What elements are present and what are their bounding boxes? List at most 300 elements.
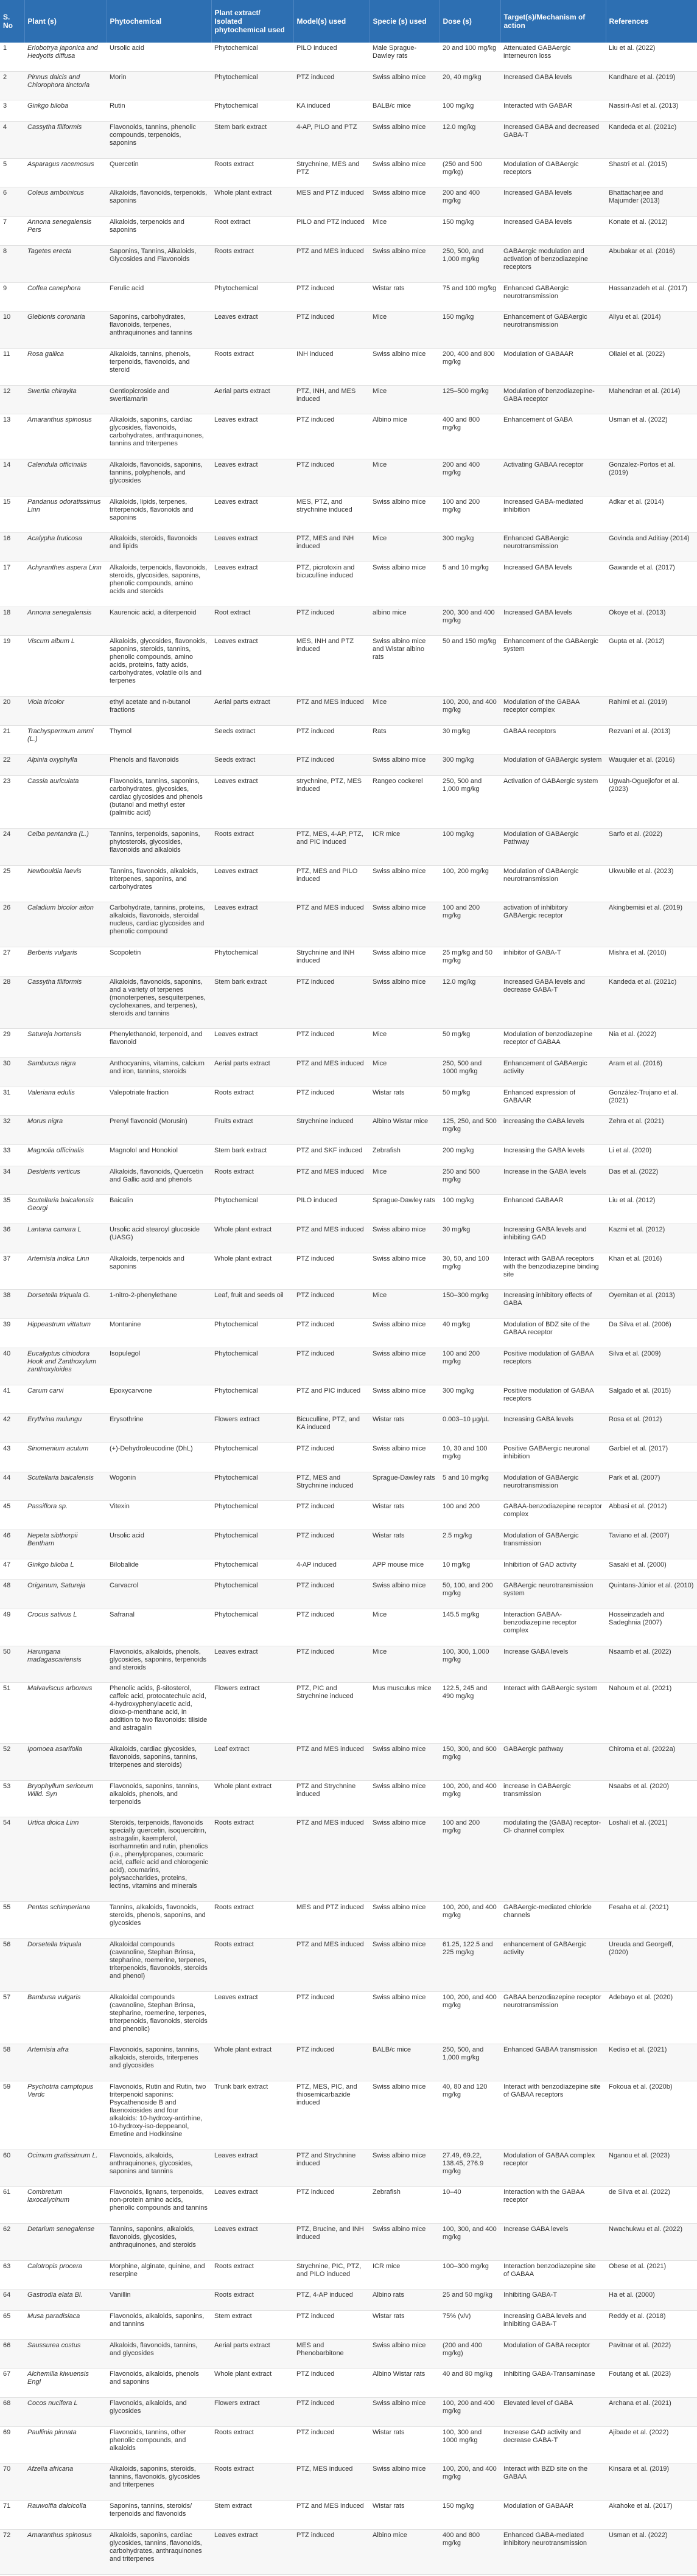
table-cell: Vanillin [107, 2289, 211, 2311]
table-cell: Saponins, carbohydrates, flavonoids, terpenes, anthraquinones and tannins [107, 312, 211, 349]
table-cell: 50 mg/kg [440, 1029, 500, 1058]
table-cell: Ursolic acid [107, 43, 211, 71]
table-cell: 125–500 mg/kg [440, 385, 500, 414]
table-cell: 122.5, 245 and 490 mg/kg [440, 1683, 500, 1744]
table-cell: Leaves extract [211, 1646, 293, 1683]
table-cell: Stem bark extract [211, 1145, 293, 1166]
table-cell: Interact with benzodiazepine site of GABAA receptors [500, 2081, 606, 2150]
table-cell: PTZ induced [293, 976, 370, 1029]
table-cell: Positive modulation of GABAA receptors [500, 1348, 606, 1385]
table-cell: PTZ induced [293, 1087, 370, 1116]
table-cell: Mice [370, 533, 440, 562]
table-cell: Baicalin [107, 1195, 211, 1224]
table-cell: PTZ and MES induced [293, 1166, 370, 1195]
table-cell: Artemisia indica Linn [24, 1253, 107, 1290]
table-cell: 64 [0, 2289, 24, 2311]
table-cell: activation of inhibitory GABAergic receptor [500, 902, 606, 947]
table-cell: Silva et al. (2009) [606, 1348, 697, 1385]
table-cell: Fesaha et al. (2021) [606, 1902, 697, 1939]
column-header: Dose (s) [440, 0, 500, 43]
table-cell: Ipomoea asarifolia [24, 1744, 107, 1781]
table-cell: PTZ induced [293, 1348, 370, 1385]
table-cell: PTZ induced [293, 607, 370, 636]
table-cell: PTZ induced [293, 2187, 370, 2224]
table-cell: 30, 50, and 100 mg/kg [440, 1253, 500, 1290]
table-cell: 2.5 mg/kg [440, 1530, 500, 1559]
table-cell: Whole plant extract [211, 1253, 293, 1290]
table-cell: Leaves extract [211, 459, 293, 496]
table-cell: Trachyspermum ammi (L.) [24, 725, 107, 754]
table-row [0, 2150, 697, 2187]
table-cell: Valeriana edulis [24, 1087, 107, 1116]
table-cell: Scopoletin [107, 947, 211, 976]
table-cell: Swiss albino mice [370, 947, 440, 976]
table-cell: 65 [0, 2311, 24, 2340]
table-cell: Swiss albino mice [370, 496, 440, 533]
table-cell: Calendula officinalis [24, 459, 107, 496]
table-row [0, 1319, 697, 1348]
table-cell: Dorsetella triquala [24, 1938, 107, 1991]
table-cell: Swiss albino mice [370, 2339, 440, 2369]
table-cell: 22 [0, 754, 24, 776]
table-cell: 56 [0, 1938, 24, 1991]
table-cell: 57 [0, 1991, 24, 2044]
table-cell: PTZ and MES induced [293, 1224, 370, 1253]
table-cell: PTZ, MES, 4-AP, PTZ, and PIC induced [293, 828, 370, 865]
table-cell: Flavonoids, alkaloids, phenols and saponins [107, 2369, 211, 2398]
table-cell: Phytochemical [211, 1609, 293, 1646]
table-cell: Annona senegalensis [24, 607, 107, 636]
table-cell: Swiss albino mice [370, 71, 440, 100]
table-cell: Cassytha filiformis [24, 122, 107, 159]
table-cell: Whole plant extract [211, 1780, 293, 1817]
table-cell: Enhanced GABAergic neurotransmission [500, 282, 606, 312]
table-row [0, 725, 697, 754]
table-cell: Okoye et al. (2013) [606, 607, 697, 636]
table-cell: 39 [0, 1319, 24, 1348]
table-cell: 250, 500 and 1000 mg/kg [440, 1057, 500, 1087]
table-cell: Alkaloids, glycosides, flavonoids, saponins, steroids, tannins, phenolic compounds, amino acids, proteins, fatty acids, carbohydrates, volatile oils and terpenes [107, 636, 211, 697]
table-cell: Activating GABAA receptor [500, 459, 606, 496]
table-row [0, 1780, 697, 1817]
table-cell: Modulation of GABAA complex receptor [500, 2150, 606, 2187]
column-header: References [606, 0, 697, 43]
table-cell: (200 and 400 mg/kg) [440, 2339, 500, 2369]
table-cell: Li et al. (2020) [606, 1145, 697, 1166]
table-cell: Enhancement of GABAergic neurotransmission [500, 312, 606, 349]
table-cell: Kaurenoic acid, a diterpenoid [107, 607, 211, 636]
table-cell: Leaves extract [211, 414, 293, 459]
table-cell: Enhancement of the GABAergic system [500, 636, 606, 697]
table-cell: Eriobotrya japonica and Hedyotis diffusa [24, 43, 107, 71]
table-cell: 300 mg/kg [440, 533, 500, 562]
table-row [0, 1385, 697, 1414]
table-cell: Alkaloids, flavonoids, Quercetin and Gallic acid and phenols [107, 1166, 211, 1195]
table-cell: Viola tricolor [24, 697, 107, 726]
table-cell: Alkaloids, steroids, flavonoids and lipids [107, 533, 211, 562]
table-cell: Male Sprague-Dawley rats [370, 43, 440, 71]
table-cell: PTZ, Brucine, and INH induced [293, 2223, 370, 2260]
table-cell: Ukwubile et al. (2023) [606, 865, 697, 902]
table-cell: 300 mg/kg [440, 754, 500, 776]
table-cell: Prenyl flavonoid (Morusin) [107, 1116, 211, 1145]
table-cell: Swiss albino mice [370, 348, 440, 385]
table-cell: de Silva et al. (2022) [606, 2187, 697, 2224]
table-cell: 32 [0, 1116, 24, 1145]
table-cell: 54 [0, 1817, 24, 1902]
table-row [0, 2311, 697, 2340]
table-cell: Leaves extract [211, 2187, 293, 2224]
table-cell: Zehra et al. (2021) [606, 1116, 697, 1145]
table-cell: Ajibade et al. (2022) [606, 2426, 697, 2463]
table-cell: Fruits extract [211, 1116, 293, 1145]
table-cell: Sasaki et al. (2000) [606, 1559, 697, 1580]
table-cell: Coffea canephora [24, 282, 107, 312]
table-cell: 10–40 [440, 2187, 500, 2224]
table-cell: Stem extract [211, 2311, 293, 2340]
table-cell: 5 [0, 158, 24, 187]
table-row [0, 865, 697, 902]
table-cell: Alkaloids, flavonoids, terpenoids, saponins [107, 187, 211, 217]
table-cell: 400 and 800 mg/kg [440, 414, 500, 459]
table-cell: Amaranthus spinosus [24, 2529, 107, 2574]
table-cell: Alkaloids, saponins, cardiac glycosides, tannins, flavonoids, carbohydrates, anthraquinones and triterpenes [107, 2529, 211, 2574]
table-cell: Pinnus dalcis and Chlorophora tinctoria [24, 71, 107, 100]
table-cell: PTZ and MES induced [293, 697, 370, 726]
table-cell: Leaves extract [211, 312, 293, 349]
table-cell: Swiss albino mice [370, 976, 440, 1029]
table-cell: 100 mg/kg [440, 828, 500, 865]
table-cell: MES, INH and PTZ induced [293, 636, 370, 697]
table-cell: Alkaloids, terpenoids, flavonoids, steroids, glycosides, saponins, phenolic compounds, amino acids and steroids [107, 562, 211, 607]
table-cell: 63 [0, 2260, 24, 2289]
table-cell: enhancement of GABAergic activity [500, 1938, 606, 1991]
table-cell: Swiss albino mice [370, 158, 440, 187]
table-cell: Roots extract [211, 1087, 293, 1116]
table-cell: modulating the (GABA) receptor-Cl- channel complex [500, 1817, 606, 1902]
table-cell: Positive modulation of GABAA receptors [500, 1385, 606, 1414]
table-cell: PTZ, 4-AP induced [293, 2289, 370, 2311]
table-cell: Gawande et al. (2017) [606, 562, 697, 607]
table-cell: Roots extract [211, 348, 293, 385]
table-cell: 125, 250, and 500 mg/kg [440, 1116, 500, 1145]
table-cell: Mus musculus mice [370, 1683, 440, 1744]
table-cell: Carbohydrate, tannins, proteins, alkaloids, flavonoids, steroidal nucleus, cardiac glycosides and phenolic compound [107, 902, 211, 947]
table-cell: Oyemitan et al. (2013) [606, 1290, 697, 1319]
table-cell: Montanine [107, 1319, 211, 1348]
table-cell: 20 and 100 mg/kg [440, 43, 500, 71]
table-cell: 25 and 50 mg/kg [440, 2289, 500, 2311]
table-cell: Modulation of GABAAR [500, 2501, 606, 2530]
table-cell: ICR mice [370, 2260, 440, 2289]
table-cell: 46 [0, 1530, 24, 1559]
table-row [0, 217, 697, 246]
table-cell: 150 mg/kg [440, 312, 500, 349]
table-cell: Swiss albino mice [370, 122, 440, 159]
table-cell: Increase GAD activity and decrease GABA-T [500, 2426, 606, 2463]
table-cell: 40 [0, 1348, 24, 1385]
table-row [0, 1057, 697, 1087]
table-cell: Roots extract [211, 245, 293, 282]
table-row [0, 1029, 697, 1058]
table-cell: strychnine, PTZ, MES induced [293, 776, 370, 829]
table-cell: 31 [0, 1087, 24, 1116]
table-cell: APP mouse mice [370, 1559, 440, 1580]
table-cell: 60 [0, 2150, 24, 2187]
table-cell: GABAA benzodiazepine receptor neurotransmission [500, 1991, 606, 2044]
table-cell: 19 [0, 636, 24, 697]
table-cell: 34 [0, 1166, 24, 1195]
table-cell: 25 [0, 865, 24, 902]
table-cell: Mice [370, 1057, 440, 1087]
table-cell: Tannins, alkaloids, flavonoids, steroids, phenols, saponins, and glycosides [107, 1902, 211, 1939]
table-cell: Leaf extract [211, 1744, 293, 1781]
table-cell: PTZ induced [293, 2529, 370, 2574]
table-cell: PTZ and Strychnine induced [293, 2150, 370, 2187]
table-cell: Detarium senegalense [24, 2223, 107, 2260]
table-cell: albino mice [370, 607, 440, 636]
table-cell: Cocos nucifera L [24, 2398, 107, 2427]
table-cell: Whole plant extract [211, 2044, 293, 2081]
table-cell: 30 mg/kg [440, 725, 500, 754]
table-cell: MES and Phenobarbitone [293, 2339, 370, 2369]
table-cell: Whole plant extract [211, 187, 293, 217]
table-cell: 15 [0, 496, 24, 533]
table-cell: Nganou et al. (2023) [606, 2150, 697, 2187]
table-cell: Psychotria camptopus Verdc [24, 2081, 107, 2150]
table-cell: Akingbemisi et al. (2019) [606, 902, 697, 947]
table-cell: (+)-Dehydroleucodine (DhL) [107, 1443, 211, 1472]
table-cell: Rezvani et al. (2013) [606, 725, 697, 754]
table-cell: 150 mg/kg [440, 217, 500, 246]
table-row [0, 2369, 697, 2398]
table-cell: 20 [0, 697, 24, 726]
table-cell: Caladium bicolor aiton [24, 902, 107, 947]
table-cell: Albino rats [370, 2289, 440, 2311]
table-cell: Stem extract [211, 2501, 293, 2530]
table-cell: Liu et al. (2022) [606, 43, 697, 71]
table-cell: GABAA-benzodiazepine receptor complex [500, 1501, 606, 1530]
table-cell: Interacted with GABAR [500, 100, 606, 122]
table-cell: PTZ and MES induced [293, 245, 370, 282]
table-row [0, 122, 697, 159]
table-cell: Origanum, Satureja [24, 1580, 107, 1609]
table-cell: Increased GABA and decreased GABA-T [500, 122, 606, 159]
table-cell: 145.5 mg/kg [440, 1609, 500, 1646]
table-cell: Coleus amboinicus [24, 187, 107, 217]
table-cell: Stem bark extract [211, 976, 293, 1029]
table-cell: Hassanzadeh et al. (2017) [606, 282, 697, 312]
table-cell: Modulation of GABAAR [500, 348, 606, 385]
table-cell: Adkar et al. (2014) [606, 496, 697, 533]
table-cell: Strychnine induced [293, 1116, 370, 1145]
table-cell: PTZ induced [293, 414, 370, 459]
table-cell: Increasing GABA levels and inhibiting GAD [500, 1224, 606, 1253]
table-row [0, 2398, 697, 2427]
table-cell: Increased GABA levels [500, 607, 606, 636]
table-cell: 48 [0, 1580, 24, 1609]
table-cell: PTZ induced [293, 1029, 370, 1058]
table-row [0, 1414, 697, 1443]
table-cell: 49 [0, 1609, 24, 1646]
table-cell: 12 [0, 385, 24, 414]
table-cell: Foutang et al. (2023) [606, 2369, 697, 2398]
table-cell: Roots extract [211, 1166, 293, 1195]
table-cell: 1 [0, 43, 24, 71]
column-header: Plant extract/ Isolated phytochemical used [211, 0, 293, 43]
table-cell: Enhancement of GABA [500, 414, 606, 459]
table-row [0, 2426, 697, 2463]
table-cell: Steroids, terpenoids, flavonoids specially quercetin, isoquercitrin, astragalin, kaempferol, isorhamnetin and rutin, phenolics (i.e., phenylpropanes, coumaric acid, caffeic acid and chlorogenic acid), coumarins, polysaccharides, proteins, lectins, vitamins and minerals [107, 1817, 211, 1902]
table-cell: Aerial parts extract [211, 2339, 293, 2369]
table-cell: Fokoua et al. (2020b) [606, 2081, 697, 2150]
table-row [0, 776, 697, 829]
table-cell: Swiss albino mice [370, 2223, 440, 2260]
table-cell: Konate et al. (2012) [606, 217, 697, 246]
table-cell: Swertia chirayita [24, 385, 107, 414]
table-row [0, 385, 697, 414]
table-cell: Swiss albino mice [370, 902, 440, 947]
table-row [0, 2529, 697, 2574]
table-row [0, 282, 697, 312]
table-cell: Root extract [211, 217, 293, 246]
table-cell: Swiss albino mice [370, 1253, 440, 1290]
table-cell: 200, 400 and 800 mg/kg [440, 348, 500, 385]
column-header: Model(s) used [293, 0, 370, 43]
table-cell: Enhanced GABAAR [500, 1195, 606, 1224]
table-cell: 100 mg/kg [440, 1195, 500, 1224]
table-cell: Alkaloids, saponins, cardiac glycosides, flavonoids, carbohydrates, anthraquinones, tannins and triterpenes [107, 414, 211, 459]
table-cell: 100 and 200 mg/kg [440, 1817, 500, 1902]
table-cell: Modulation of GABAergic transmission [500, 1530, 606, 1559]
table-cell: 44 [0, 1472, 24, 1501]
table-cell: 100 and 200 mg/kg [440, 902, 500, 947]
table-cell: Rahimi et al. (2019) [606, 697, 697, 726]
table-cell: Mice [370, 1646, 440, 1683]
table-cell: Swiss albino mice [370, 1817, 440, 1902]
table-cell: 27 [0, 947, 24, 976]
table-cell: Aerial parts extract [211, 385, 293, 414]
table-cell: Rauwolfia dalcicolla [24, 2501, 107, 2530]
table-cell: Leaves extract [211, 776, 293, 829]
table-cell: Enhancement of GABAergic activity [500, 1057, 606, 1087]
table-cell: Modulation of benzodiazepine receptor of GABAA [500, 1029, 606, 1058]
table-cell: Carum carvi [24, 1385, 107, 1414]
table-cell: Roots extract [211, 2463, 293, 2501]
table-cell: Mice [370, 385, 440, 414]
table-cell: 100, 200, and 400 mg/kg [440, 1902, 500, 1939]
table-cell: Da Silva et al. (2006) [606, 1319, 697, 1348]
table-cell: Mice [370, 312, 440, 349]
table-row [0, 533, 697, 562]
table-row [0, 636, 697, 697]
table-cell: 200 and 400 mg/kg [440, 459, 500, 496]
table-cell: Wistar rats [370, 2311, 440, 2340]
table-row [0, 1166, 697, 1195]
table-cell: Bambusa vulgaris [24, 1991, 107, 2044]
table-cell: PTZ induced [293, 1646, 370, 1683]
table-cell: 100, 300, and 400 mg/kg [440, 2223, 500, 2260]
table-cell: Flavonoids, alkaloids, phenols, glycosides, saponins, terpenoids and steroids [107, 1646, 211, 1683]
table-cell: Safranal [107, 1609, 211, 1646]
table-row [0, 1902, 697, 1939]
table-cell: Mice [370, 1166, 440, 1195]
table-row [0, 1116, 697, 1145]
table-cell: Quercetin [107, 158, 211, 187]
table-row [0, 1559, 697, 1580]
table-cell: Increasing inhibitory effects of GABA [500, 1290, 606, 1319]
table-cell: Alkaloids, flavonoids, tannins, and glycosides [107, 2339, 211, 2369]
table-row [0, 2081, 697, 2150]
table-cell: 250, 500, and 1,000 mg/kg [440, 2044, 500, 2081]
table-cell: Alkaloids, flavonoids, saponins, and a variety of terpenes (monoterpenes, sesquiterpenes, cyclohexanes, and terpenes), steroids and tannins [107, 976, 211, 1029]
table-cell: PTZ and MES induced [293, 2501, 370, 2530]
table-cell: Annona senegalensis Pers [24, 217, 107, 246]
table-cell: 61 [0, 2187, 24, 2224]
table-cell: Phytochemical [211, 1443, 293, 1472]
table-cell: Flavonoids, Rutin and Rutin, two triterpenoid saponins: Psycathenoside B and Ilaenoxiosides and four alkaloids: 10-hydroxy-antirhine, 10-hydroxy-iso-deppeanol, Emetine and Hodkinsine [107, 2081, 211, 2150]
table-cell: Swiss albino mice [370, 1902, 440, 1939]
table-cell: 100, 200, and 400 mg/kg [440, 1780, 500, 1817]
table-cell: Phytochemical [211, 947, 293, 976]
table-cell: Asparagus racemosus [24, 158, 107, 187]
table-cell: Ursolic acid stearoyl glucoside (UASG) [107, 1224, 211, 1253]
table-cell: Oliaiei et al. (2022) [606, 348, 697, 385]
table-cell: Alkaloids, flavonoids, saponins, tannins, polyphenols, and glycosides [107, 459, 211, 496]
table-cell: Ureuda and Georgeff, (2020) [606, 1938, 697, 1991]
table-row [0, 902, 697, 947]
table-cell: 150–300 mg/kg [440, 1290, 500, 1319]
table-cell: Thymol [107, 725, 211, 754]
table-cell: Saponins, tannins, steroids/ terpenoids and flavonoids [107, 2501, 211, 2530]
table-cell: Swiss albino mice [370, 187, 440, 217]
table-cell: 29 [0, 1029, 24, 1058]
table-cell: Leaves extract [211, 902, 293, 947]
table-row [0, 562, 697, 607]
table-cell: Malvaviscus arboreus [24, 1683, 107, 1744]
table-row [0, 947, 697, 976]
table-cell: Magnolia officinalis [24, 1145, 107, 1166]
table-cell: Interact with GABAA receptors with the benzodiazepine binding site [500, 1253, 606, 1290]
table-cell: 58 [0, 2044, 24, 2081]
table-cell: Saussurea costus [24, 2339, 107, 2369]
table-cell: Scutellaria baicalensis Georgi [24, 1195, 107, 1224]
table-cell: 24 [0, 828, 24, 865]
table-cell: Modulation of GABA receptor [500, 2339, 606, 2369]
table-cell: Swiss albino mice and Wistar albino rats [370, 636, 440, 697]
table-cell: increase in GABAergic transmission [500, 1780, 606, 1817]
table-cell: 4-AP, PILO and PTZ [293, 122, 370, 159]
table-cell: GABAergic pathway [500, 1744, 606, 1781]
table-cell: Phytochemical [211, 1580, 293, 1609]
table-cell: Stem bark extract [211, 122, 293, 159]
table-cell: Tannins, terpenoids, saponins, phytosterols, glycosides, flavonoids and alkaloids [107, 828, 211, 865]
table-row [0, 100, 697, 122]
table-cell: Flowers extract [211, 1414, 293, 1443]
table-cell: 23 [0, 776, 24, 829]
column-header: Specie (s) used [370, 0, 440, 43]
table-cell: PTZ and PIC induced [293, 1385, 370, 1414]
table-cell: Pandanus odoratissimus Linn [24, 496, 107, 533]
table-cell: Leaves extract [211, 1029, 293, 1058]
table-cell: Flavonoids, saponins, tannins, alkaloids, steroids, triterpenes and glycosides [107, 2044, 211, 2081]
table-cell: Roots extract [211, 1817, 293, 1902]
table-cell: PTZ, MES, PIC, and thiosemicarbazide induced [293, 2081, 370, 2150]
table-cell: Sprague-Dawley rats [370, 1472, 440, 1501]
table-row [0, 496, 697, 533]
table-cell: Phenols and flavonoids [107, 754, 211, 776]
table-cell: Garbiel et al. (2017) [606, 1443, 697, 1472]
